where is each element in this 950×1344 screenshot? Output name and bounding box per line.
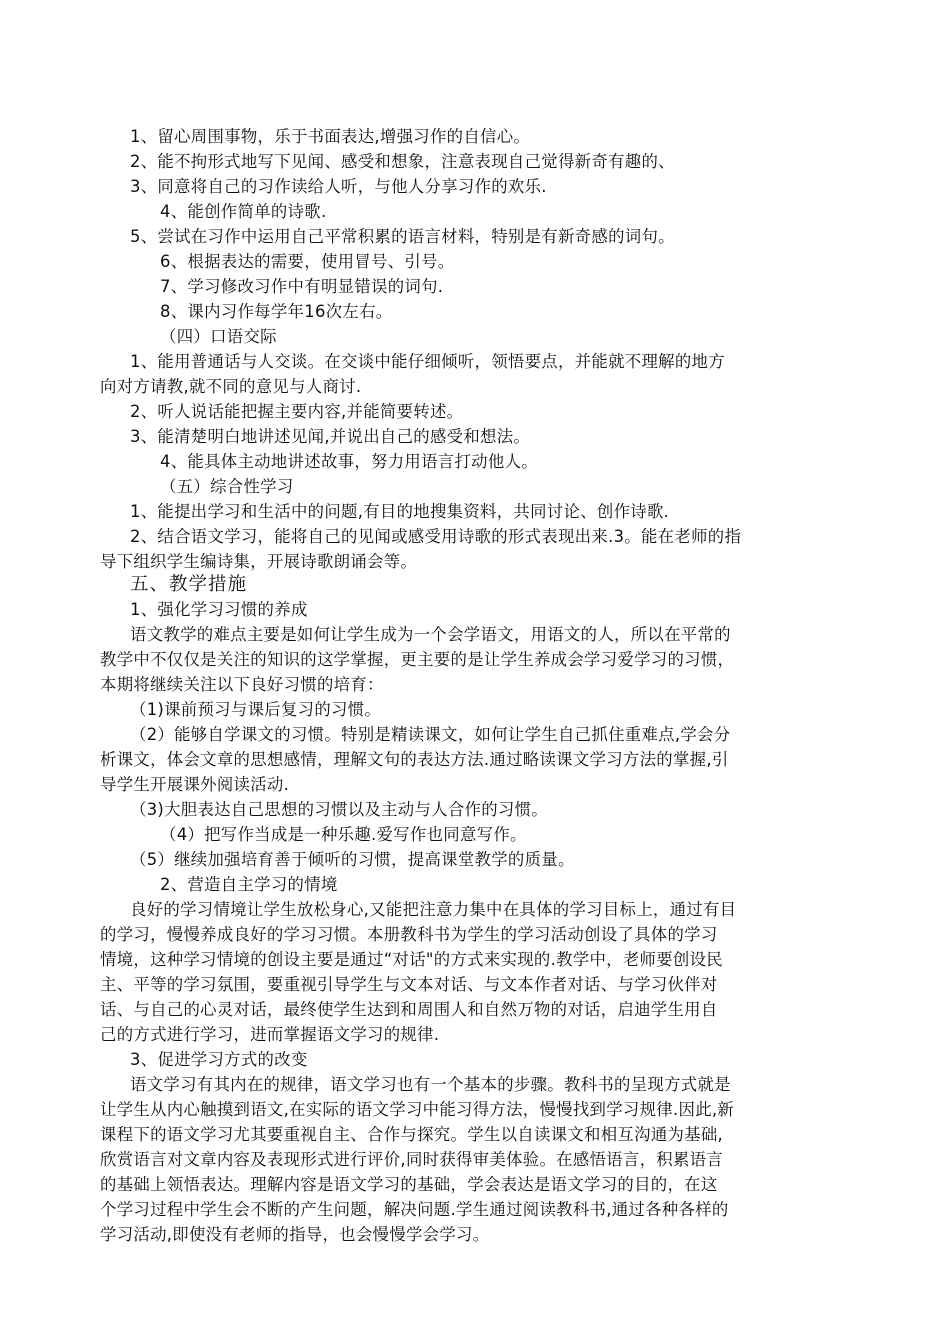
text-line: 己的方式进行学习，进而掌握语文学习的规律. (100, 1025, 440, 1044)
text-line: 欣赏语言对文章内容及表现形式进行评价,同时获得审美体验。在感悟语言，积累语言 (100, 1150, 724, 1169)
text-line: 导学生开展课外阅读活动. (100, 775, 290, 794)
text-line: 个学习过程中学生会不断的产生问题，解决问题.学生通过阅读教科书,通过各种各样的 (100, 1200, 729, 1219)
text-line: 7、学习修改习作中有明显错误的词句. (160, 277, 444, 296)
text-line: 2、听人说话能把握主要内容,并能简要转述。 (130, 402, 464, 421)
text-line: 课程下的语文学习尤其要重视自主、合作与探究。学生以自读课文和相互沟通为基础, (100, 1125, 724, 1144)
text-line: 2、能不拘形式地写下见闻、感受和想象，注意表现自己觉得新奇有趣的、 (130, 152, 675, 171)
subsection-heading: 3、促进学习方式的改变 (130, 1050, 308, 1069)
text-line: 话、与自己的心灵对话，最终使学生达到和周围人和自然万物的对话，启迪学生用自 (100, 1000, 718, 1019)
text-line: 8、课内习作每学年16次左右。 (160, 302, 393, 321)
chapter-heading: 五、教学措施 (130, 574, 248, 595)
text-line: 的基础上领悟表达。理解内容是语文学习的基础，学会表达是语文学习的目的，在这 (100, 1175, 718, 1194)
text-line: 5、尝试在习作中运用自己平常积累的语言材料，特别是有新奇感的词句。 (130, 227, 675, 246)
text-line: 3、能清楚明白地讲述见闻,并说出自己的感受和想法。 (130, 427, 531, 446)
text-line: （5）继续加强培育善于倾听的习惯，提高课堂教学的质量。 (130, 850, 575, 869)
text-line: 向对方请教,就不同的意见与人商讨. (100, 377, 362, 396)
text-line: 3、同意将自己的习作读给人听，与他人分享习作的欢乐. (130, 177, 547, 196)
text-line: （3)大胆表达自己思想的习惯以及主动与人合作的习惯。 (130, 800, 548, 819)
text-line: 导下组织学生编诗集，开展诗歌朗诵会等。 (100, 552, 418, 571)
subsection-heading: 2、营造自主学习的情境 (160, 875, 338, 894)
text-line: 1、能用普通话与人交谈。在交谈中能仔细倾听，领悟要点，并能就不理解的地方 (130, 352, 725, 371)
text-line: 主、平等的学习氛围，要重视引导学生与文本对话、与文本作者对话、与学习伙伴对 (100, 975, 718, 994)
text-line: 教学中不仅仅是关注的知识的这学掌握，更主要的是让学生养成会学习爱学习的习惯， (100, 650, 735, 669)
text-line: 2、结合语文学习，能将自己的见闻或感受用诗歌的形式表现出来.3。能在老师的指 (130, 527, 742, 546)
text-line: 1、能提出学习和生活中的问题,有目的地搜集资料，共同讨论、创作诗歌. (130, 502, 670, 521)
text-line: 语文学习有其内在的规律，语文学习也有一个基本的步骤。教科书的呈现方式就是 (130, 1075, 731, 1094)
section-heading: （五）综合性学习 (160, 477, 294, 496)
text-line: 让学生从内心触摸到语文,在实际的语文学习中能习得方法，慢慢找到学习规律.因此,新 (100, 1100, 735, 1119)
text-line: 的学习，慢慢养成良好的学习习惯。本册教科书为学生的学习活动创设了具体的学习 (100, 925, 718, 944)
subsection-heading: 1、强化学习习惯的养成 (130, 600, 308, 619)
text-line: 本期将继续关注以下良好习惯的培育： (100, 675, 384, 694)
text-line: 析课文，体会文章的思想感情，理解文句的表达方法.通过略读课文学习方法的掌握,引 (100, 750, 729, 769)
text-line: 语文教学的难点主要是如何让学生成为一个会学语文，用语文的人，所以在平常的 (130, 625, 731, 644)
text-line: （1)课前预习与课后复习的习惯。 (130, 700, 382, 719)
text-line: 6、根据表达的需要，使用冒号、引号。 (160, 252, 455, 271)
text-line: 4、能具体主动地讲述故事，努力用语言打动他人。 (160, 452, 538, 471)
text-line: （2）能够自学课文的习惯。特别是精读课文，如何让学生自己抓住重难点,学会分 (130, 725, 731, 744)
text-line: 4、能创作简单的诗歌. (160, 202, 327, 221)
section-heading: （四）口语交际 (160, 327, 277, 346)
text-line: （4）把写作当成是一种乐趣.爱写作也同意写作。 (160, 825, 527, 844)
text-line: 1、留心周围事物，乐于书面表达,增强习作的自信心。 (130, 127, 531, 146)
text-line: 学习活动,即使没有老师的指导，也会慢慢学会学习。 (100, 1225, 490, 1244)
text-line: 情境，这种学习情境的创设主要是通过“对话"的方式来实现的.教学中，老师要创设民 (100, 950, 724, 969)
text-line: 良好的学习情境让学生放松身心,又能把注意力集中在具体的学习目标上，通过有目 (130, 900, 737, 919)
